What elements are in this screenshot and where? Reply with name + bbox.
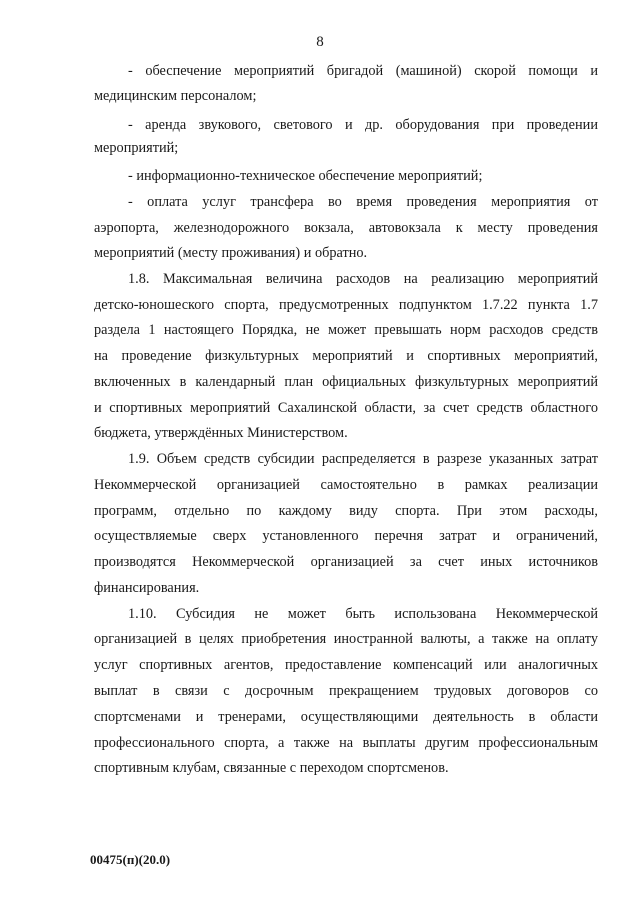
text-line: медицинским персоналом; [94, 88, 257, 104]
text-line: - обеспечение мероприятий бригадой (машиной) скорой помощи и [128, 63, 598, 79]
text-line: на проведение физкультурных мероприятий и спортивных мероприятий, [94, 348, 598, 364]
text-line: профессионального спорта, а также на выплаты другим профессиональным [94, 735, 598, 751]
text-line: - информационно-техническое обеспечение мероприятий; [128, 168, 483, 184]
text-line: программ, отдельно по каждому виду спорта. При этом расходы, [94, 503, 598, 519]
text-line: производятся Некоммерческой организацией за счет иных источников [94, 554, 598, 570]
text-line: спортсменами и тренерами, осуществляющими деятельность в области [94, 709, 598, 725]
text-line: бюджета, утверждённых Министерством. [94, 425, 348, 441]
text-line: осуществляемые сверх установленного перечня затрат и ограничений, [94, 528, 598, 544]
text-line: 1.8. Максимальная величина расходов на реализацию мероприятий [128, 271, 598, 287]
text-line: включенных в календарный план официальных физкультурных мероприятий [94, 374, 598, 390]
text-line: - оплата услуг трансфера во время проведения мероприятия от [128, 194, 598, 210]
text-line: финансирования. [94, 580, 200, 596]
text-line: и спортивных мероприятий Сахалинской области, за счет средств областного [94, 400, 598, 416]
page-number: 8 [316, 34, 324, 50]
text-line: мероприятий; [94, 140, 179, 156]
text-line: Некоммерческой организацией самостоятельно в рамках реализации [94, 477, 598, 493]
text-line: 1.10. Субсидия не может быть использована Некоммерческой [128, 606, 598, 622]
text-line: - аренда звукового, светового и др. оборудования при проведении [128, 117, 598, 133]
footer-document-code: 00475(п)(20.0) [90, 852, 171, 867]
text-line: услуг спортивных агентов, предоставление компенсаций или аналогичных [94, 657, 598, 673]
text-line: организацией в целях приобретения иностранной валюты, а также на оплату [94, 631, 598, 647]
text-line: спортивным клубам, связанные с переходом спортсменов. [94, 760, 449, 776]
text-line: аэропорта, железнодорожного вокзала, автовокзала к месту проведения [94, 220, 598, 236]
text-line: выплат в связи с досрочным прекращением трудовых договоров со [94, 683, 598, 699]
text-line: детско-юношеского спорта, предусмотренных подпунктом 1.7.22 пункта 1.7 [94, 297, 598, 313]
text-line: 1.9. Объем средств субсидии распределяется в разрезе указанных затрат [128, 451, 598, 467]
text-line: мероприятий (месту проживания) и обратно. [94, 245, 368, 261]
text-line: раздела 1 настоящего Порядка, не может превышать норм расходов средств [94, 322, 598, 338]
